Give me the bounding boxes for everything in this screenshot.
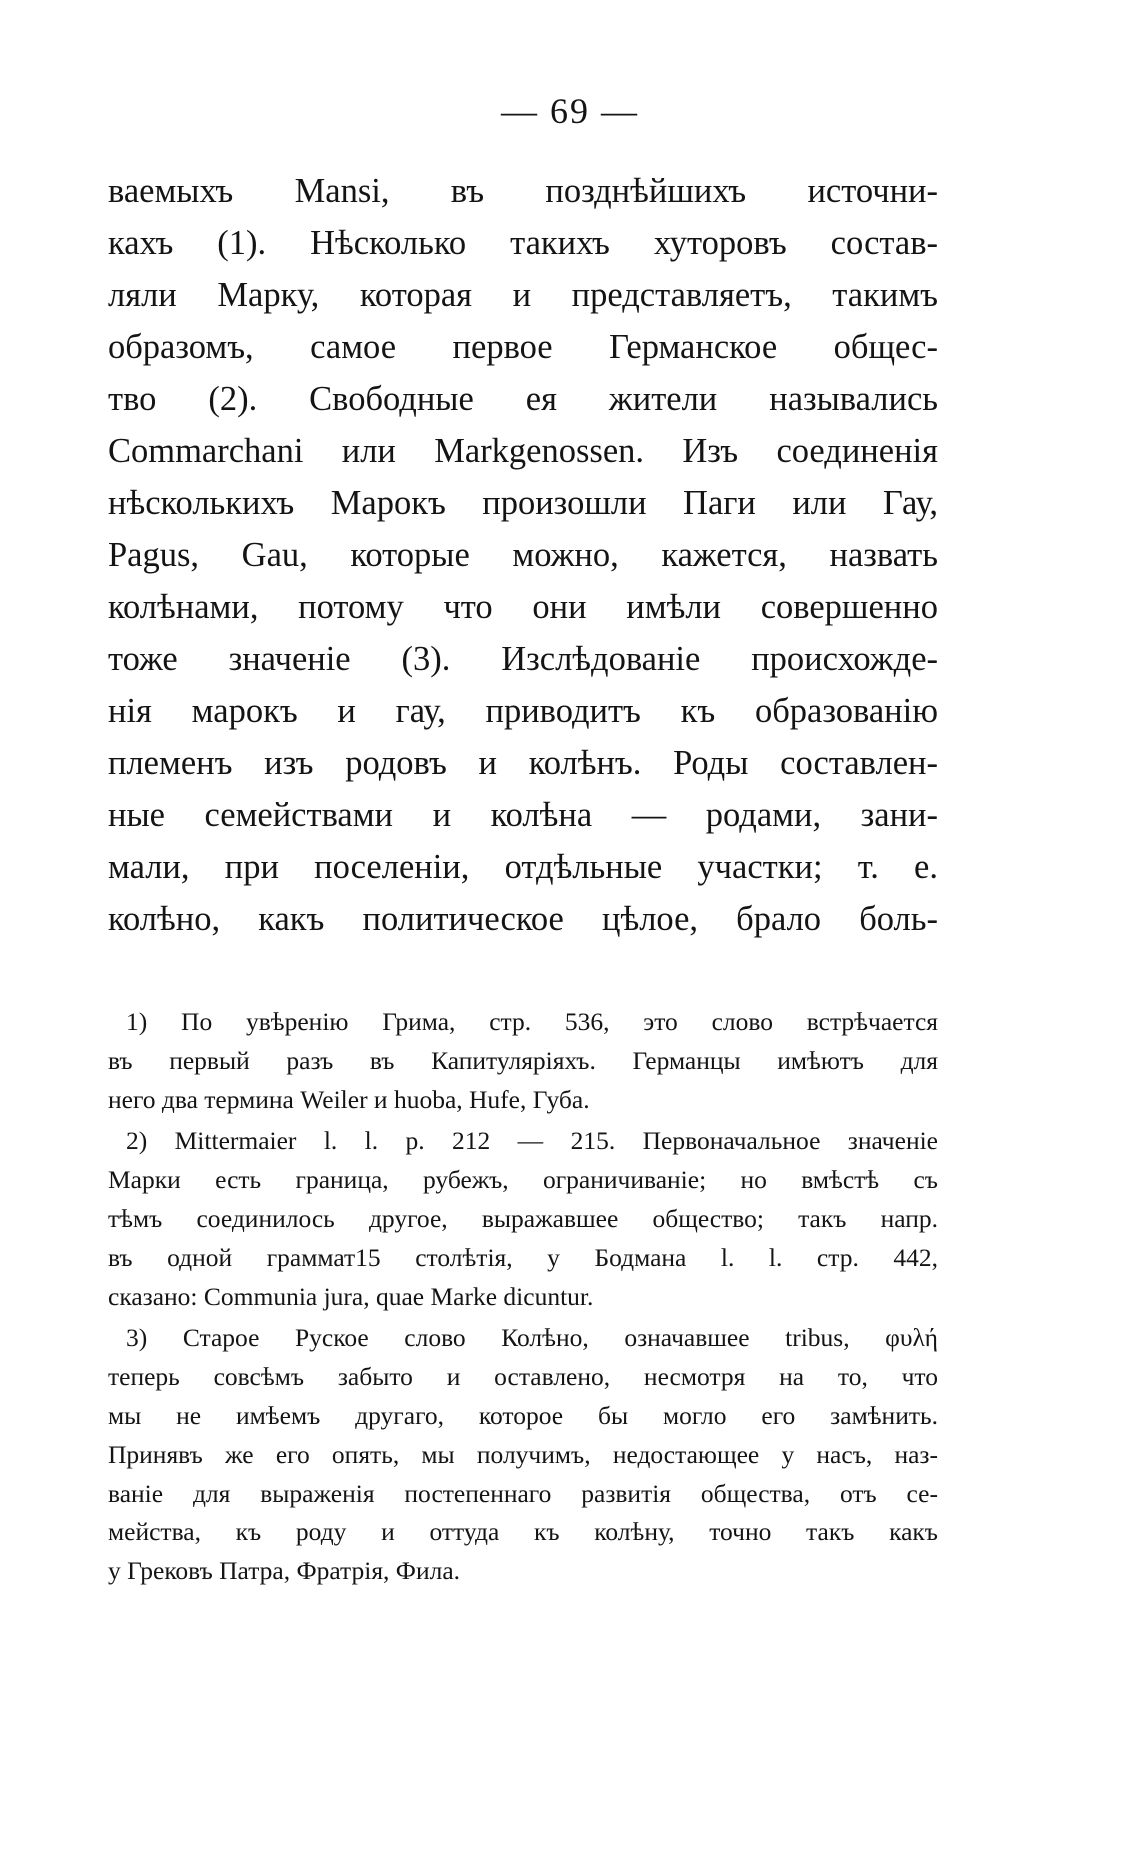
- body-line: тоже значеніе (3). Изслѣдованіе происхожде-: [108, 640, 938, 678]
- body-line: ные семействами и колѣна — родами, зани-: [108, 796, 938, 834]
- footnotes: [108, 1003, 938, 1594]
- body-line: колѣнами, потому что они имѣли совершенно: [108, 588, 938, 626]
- footnote-line: сказано: Communia jura, quae Marke dicuntur.: [108, 1281, 594, 1311]
- body-line: ваемыхъ Mansi, въ позднѣйшихъ источни-: [108, 172, 938, 210]
- footnote-line: тѣмъ соединилось другое, выражавшее общество; такъ напр.: [108, 1203, 938, 1233]
- footnote-line: теперь совсѣмъ забыто и оставлено, несмотря на то, что: [108, 1362, 938, 1392]
- body-line: Commarchani или Markgenossen. Изъ соединенія: [108, 432, 938, 470]
- footnote-line: ваніе для выраженія постепеннаго развитія общества, отъ се-: [108, 1478, 938, 1508]
- body-line: племенъ изъ родовъ и колѣнъ. Роды составлен-: [108, 744, 938, 782]
- body-text: [108, 165, 938, 945]
- body-line: колѣно, какъ политическое цѣлое, брало боль-: [108, 900, 938, 938]
- body-line: мали, при поселеніи, отдѣльные участки; т. е.: [108, 848, 938, 886]
- footnote-line: Принявъ же его опять, мы получимъ, недостающее у насъ, наз-: [108, 1439, 938, 1469]
- footnote-line: у Грековъ Патра, Фратрія, Фила.: [108, 1556, 461, 1586]
- body-line: тво (2). Свободные ея жители назывались: [108, 380, 938, 418]
- body-line: нѣсколькихъ Марокъ произошли Паги или Гау,: [108, 484, 938, 522]
- page-number: — 69 —: [501, 91, 639, 131]
- footnote-line: въ одной граммат15 столѣтія, у Бодмана l. l. стр. 442,: [108, 1242, 938, 1272]
- footnote-line: него два термина Weiler и huoba, Hufe, Губа.: [108, 1084, 590, 1114]
- body-line: образомъ, самое первое Германское общес-: [108, 328, 938, 366]
- footnote-line: Марки есть граница, рубежъ, ограничиваніе; но вмѣстѣ съ: [108, 1165, 938, 1195]
- footnote-line: 1) По увѣренію Грима, стр. 536, это слово встрѣчается: [126, 1007, 938, 1036]
- body-line: нія марокъ и гау, приводитъ къ образованію: [108, 692, 938, 730]
- footnote-1: [108, 1003, 938, 1119]
- body-line: ляли Марку, которая и представляетъ, такимъ: [108, 276, 938, 314]
- footnote-2: [108, 1122, 938, 1316]
- footnote-line: мы не имѣемъ другаго, которое бы могло его замѣнить.: [108, 1400, 938, 1430]
- footnote-line: въ первый разъ въ Капитуляріяхъ. Германцы имѣютъ для: [108, 1045, 938, 1075]
- body-line: Pagus, Gau, которые можно, кажется, назвать: [108, 536, 938, 574]
- footnote-line: 2) Mittermaier l. l. p. 212 — 215. Первоначальное значеніе: [126, 1126, 938, 1156]
- footnote-line: мейства, къ роду и оттуда къ колѣну, точно такъ какъ: [108, 1517, 938, 1547]
- footnote-line: 3) Старое Руское слово Колѣно, означавшее tribus, φυλή: [126, 1323, 938, 1353]
- body-line: кахъ (1). Нѣсколько такихъ хуторовъ состав-: [108, 224, 938, 262]
- footnote-3: [108, 1319, 938, 1591]
